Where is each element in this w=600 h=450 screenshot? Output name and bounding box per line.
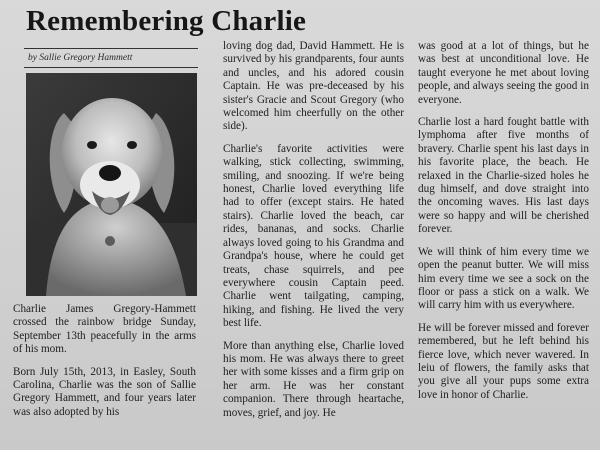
paragraph: More than anything else, Charlie loved his mom. He was always there to greet her with some kisses and a firm grip on her arm. He was her constant companion. There through heartache, moves, grief, and joy. He — [223, 339, 404, 419]
rule-bottom — [24, 67, 198, 68]
rule-top — [24, 48, 198, 49]
paragraph: Charlie James Gregory-Hammett crossed the rainbow bridge Sunday, September 13th peacefully in the arms of his mom. — [13, 303, 196, 356]
paragraph: Charlie's favorite activities were walking, stick collecting, swimming, smiling, and snoozing. If we're being honest, Charlie loved everything life had to offer (except stairs. He hated stairs). Charlie loved the beach, car rides, bananas, and socks. Charlie always loved going to his Grandma and Grandpa's house, where he could get treats, chase squirrels, and pee everywhere cousin Captain peed. Charlie went tailgating, camping, hiking, and fishing. He lived the very best life. — [223, 142, 404, 330]
paragraph: Born July 15th, 2013, in Easley, South Carolina, Charlie was the son of Sallie Gregory Hammett, and four years later was also adopted by his — [13, 365, 196, 418]
article-column-1 — [13, 303, 196, 428]
paragraph: We will think of him every time we open the peanut butter. We will miss him every time we see a sock on the floor or pass a stick on a walk. We will carry him with us everywhere. — [418, 245, 589, 312]
paragraph: Charlie lost a hard fought battle with lymphoma after five months of bravery. Charlie spent his last days in his favorite place, the beach. He relaxed in the Charlie-sized holes he dug himself, and dove straight into the oncoming waves. His last days were so happy and will be cherished forever. — [418, 116, 589, 236]
article-column-2 — [223, 40, 404, 429]
paragraph: loving dog dad, David Hammett. He is survived by his grandparents, four aunts and uncles, and his adored cousin Captain. He was pre-deceased by his sister's Gracie and Scout Gregory (who welcomed him cheerfully on the other side). — [223, 40, 404, 133]
golden-retriever-icon — [26, 73, 197, 296]
paragraph: He will be forever missed and forever remembered, but he left behind his fierce love, which never wavered. In leiu of flowers, the family asks that you give all your pups some extra love in honor of Charlie. — [418, 321, 589, 401]
dog-photo — [26, 73, 197, 296]
paragraph: was good at a lot of things, but he was best at unconditional love. He taught everyone he met about loving people, and always seeing the good in everyone. — [418, 40, 589, 106]
headline: Remembering Charlie — [26, 5, 307, 37]
byline: by Sallie Gregory Hammett — [28, 53, 133, 63]
article-column-3 — [418, 40, 589, 411]
